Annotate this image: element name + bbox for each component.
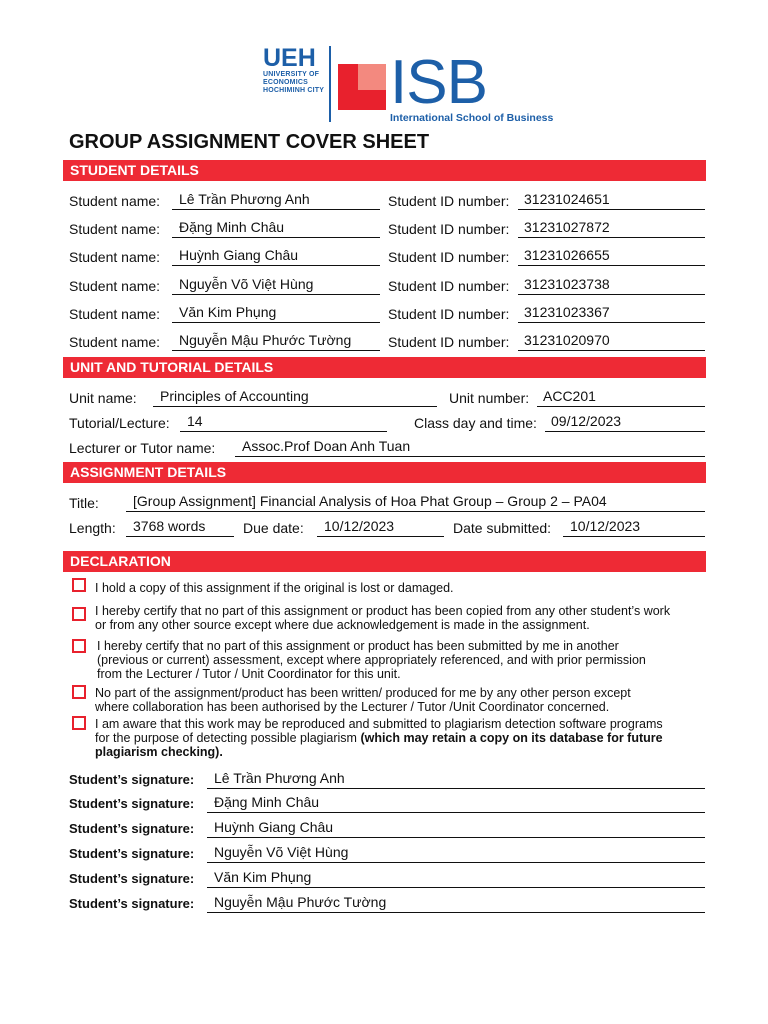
student-id-field[interactable]: 31231026655 [518, 247, 705, 266]
lecturer-label: Lecturer or Tutor name: [69, 440, 216, 456]
date-submitted-label: Date submitted: [453, 520, 552, 536]
unit-number-field[interactable]: ACC201 [537, 388, 705, 407]
declaration-text: (previous or current) assessment, except where appropriately referenced, and with prior permission [97, 653, 646, 667]
student-id-label: Student ID number: [388, 334, 510, 350]
signature-field[interactable]: Lê Trần Phương Anh [207, 770, 705, 789]
signature-label: Student’s signature: [69, 871, 195, 886]
student-id-field[interactable]: 31231023738 [518, 276, 705, 295]
student-name-label: Student name: [69, 306, 161, 322]
signature-label: Student’s signature: [69, 846, 195, 861]
signature-field[interactable]: Văn Kim Phụng [207, 869, 705, 888]
unit-details-heading: UNIT AND TUTORIAL DETAILS [63, 357, 706, 378]
signature-label: Student’s signature: [69, 821, 195, 836]
declaration-text: from the Lecturer / Tutor / Unit Coordinator for this unit. [97, 667, 401, 681]
logo-divider [329, 46, 331, 122]
ueh-logo-word: UEH [263, 44, 316, 72]
declaration-text-bold: (which may retain a copy on its database for future [360, 731, 663, 745]
due-date-label: Due date: [243, 520, 304, 536]
declaration-text: for the purpose of detecting possible plagiarism [95, 731, 361, 745]
student-id-field[interactable]: 31231024651 [518, 191, 705, 210]
declaration-text: I hereby certify that no part of this assignment or product has been submitted by me in another [97, 639, 619, 653]
declaration-heading: DECLARATION [63, 551, 706, 572]
signature-field[interactable]: Nguyễn Mậu Phước Tường [207, 894, 705, 913]
student-name-label: Student name: [69, 249, 161, 265]
declaration-text: or from any other source except where due acknowledgement is made in the assignment. [95, 618, 590, 632]
student-name-field[interactable]: Nguyễn Mậu Phước Tường [172, 332, 380, 351]
page-title: GROUP ASSIGNMENT COVER SHEET [69, 131, 430, 153]
signature-label: Student’s signature: [69, 796, 195, 811]
declaration-checkbox[interactable] [72, 607, 86, 621]
class-time-label: Class day and time: [414, 415, 537, 431]
ueh-logo-line2: ECONOMICS [263, 79, 308, 86]
student-id-field[interactable]: 31231027872 [518, 219, 705, 238]
student-id-label: Student ID number: [388, 221, 510, 237]
declaration-text: where collaboration has been authorised by the Lecturer / Tutor /Unit Coordinator concerned. [95, 700, 610, 714]
student-id-label: Student ID number: [388, 249, 510, 265]
tutorial-label: Tutorial/Lecture: [69, 415, 170, 431]
unit-name-label: Unit name: [69, 390, 137, 406]
date-submitted-field[interactable]: 10/12/2023 [563, 518, 705, 537]
declaration-text-bold: plagiarism checking). [95, 745, 223, 759]
declaration-text: I hereby certify that no part of this assignment or product has been copied from any other student’s work [95, 604, 671, 618]
student-id-field[interactable]: 31231023367 [518, 304, 705, 323]
declaration-text: I am aware that this work may be reproduced and submitted to plagiarism detection software programs [95, 717, 663, 731]
signature-field[interactable]: Nguyễn Võ Việt Hùng [207, 844, 705, 863]
isb-logo-subtitle: International School of Business [390, 112, 554, 124]
student-id-field[interactable]: 31231020970 [518, 332, 705, 351]
ueh-logo-line3: HOCHIMINH CITY [263, 87, 325, 94]
length-label: Length: [69, 520, 116, 536]
student-name-label: Student name: [69, 221, 161, 237]
signature-field[interactable]: Đặng Minh Châu [207, 794, 705, 813]
student-name-label: Student name: [69, 278, 161, 294]
student-name-field[interactable]: Lê Trần Phương Anh [172, 191, 380, 210]
unit-number-label: Unit number: [449, 390, 530, 406]
class-time-field[interactable]: 09/12/2023 [545, 413, 705, 432]
student-details-heading: STUDENT DETAILS [63, 160, 706, 181]
student-name-field[interactable]: Huỳnh Giang Châu [172, 247, 380, 266]
student-id-label: Student ID number: [388, 193, 510, 209]
student-name-field[interactable]: Nguyễn Võ Việt Hùng [172, 276, 380, 295]
declaration-checkbox[interactable] [72, 716, 86, 730]
student-name-label: Student name: [69, 334, 161, 350]
assignment-details-heading: ASSIGNMENT DETAILS [63, 462, 706, 483]
student-id-label: Student ID number: [388, 278, 510, 294]
due-date-field[interactable]: 10/12/2023 [317, 518, 444, 537]
assignment-title-label: Title: [69, 495, 99, 511]
declaration-text: I hold a copy of this assignment if the original is lost or damaged. [95, 581, 454, 595]
student-id-label: Student ID number: [388, 306, 510, 322]
unit-name-field[interactable]: Principles of Accounting [153, 388, 437, 407]
declaration-checkbox[interactable] [72, 685, 86, 699]
declaration-text: No part of the assignment/product has been written/ produced for me by any other person except [95, 686, 631, 700]
student-name-field[interactable]: Văn Kim Phụng [172, 304, 380, 323]
signature-label: Student’s signature: [69, 896, 195, 911]
lecturer-field[interactable]: Assoc.Prof Doan Anh Tuan [235, 438, 705, 457]
ueh-logo-line1: UNIVERSITY OF [263, 71, 320, 78]
student-name-field[interactable]: Đặng Minh Châu [172, 219, 380, 238]
signature-field[interactable]: Huỳnh Giang Châu [207, 819, 705, 838]
student-name-label: Student name: [69, 193, 161, 209]
declaration-checkbox[interactable] [72, 578, 86, 592]
isb-logo-mark-accent [358, 64, 386, 90]
tutorial-field[interactable]: 14 [180, 413, 387, 432]
assignment-title-field[interactable]: [Group Assignment] Financial Analysis of Hoa Phat Group – Group 2 – PA04 [126, 493, 705, 512]
length-field[interactable]: 3768 words [126, 518, 234, 537]
declaration-checkbox[interactable] [72, 639, 86, 653]
isb-logo-word: ISB [390, 48, 487, 117]
signature-label: Student’s signature: [69, 772, 195, 787]
